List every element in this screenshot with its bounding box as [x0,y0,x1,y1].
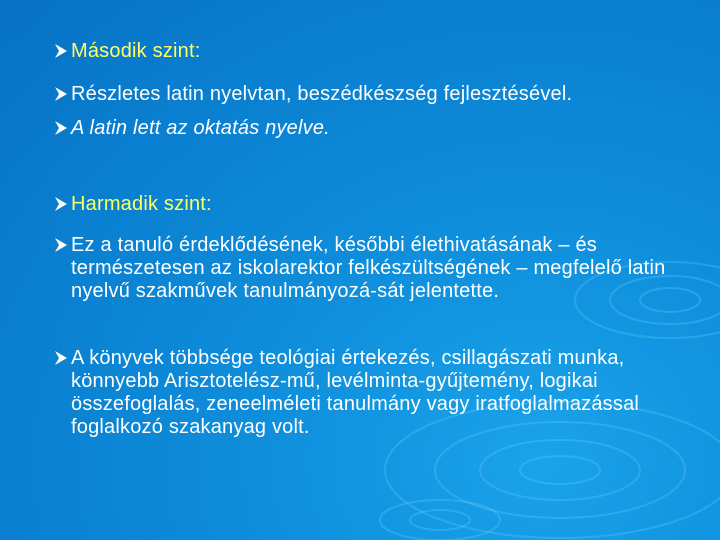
section-heading: Harmadik szint: [71,193,212,215]
arrowhead-bullet-icon [54,350,68,366]
list-item-text: Részletes latin nyelvtan, beszédkészség fejlesztésével. [71,83,573,105]
list-item [54,83,684,106]
list-item [54,117,684,140]
list-item [54,347,684,439]
list-item [54,193,684,216]
list-item-text: A latin lett az oktatás nyelve. [71,117,330,139]
list-item-text: Ez a tanuló érdeklődésének, későbbi élethivatásának – és természetesen az iskolarektor felkészültségének – megfelelő latin nyelvű szakművek tanulmányozá-sát jelentette. [71,234,666,302]
arrowhead-bullet-icon [54,86,68,102]
arrowhead-bullet-icon [54,237,68,253]
list-item [54,234,684,303]
list-item-text: A könyvek többsége teológiai értekezés, csillagászati munka, könnyebb Arisztotelész-mű, levélminta-gyűjtemény, logikai összefoglalás, zeneelméleti tanulmány vagy iratfoglalmazással foglalkozó szakanyag volt. [71,347,640,438]
arrowhead-bullet-icon [54,196,68,212]
arrowhead-bullet-icon [54,120,68,136]
section-heading: Második szint: [71,40,201,62]
list-item [54,40,684,63]
arrowhead-bullet-icon [54,43,68,59]
